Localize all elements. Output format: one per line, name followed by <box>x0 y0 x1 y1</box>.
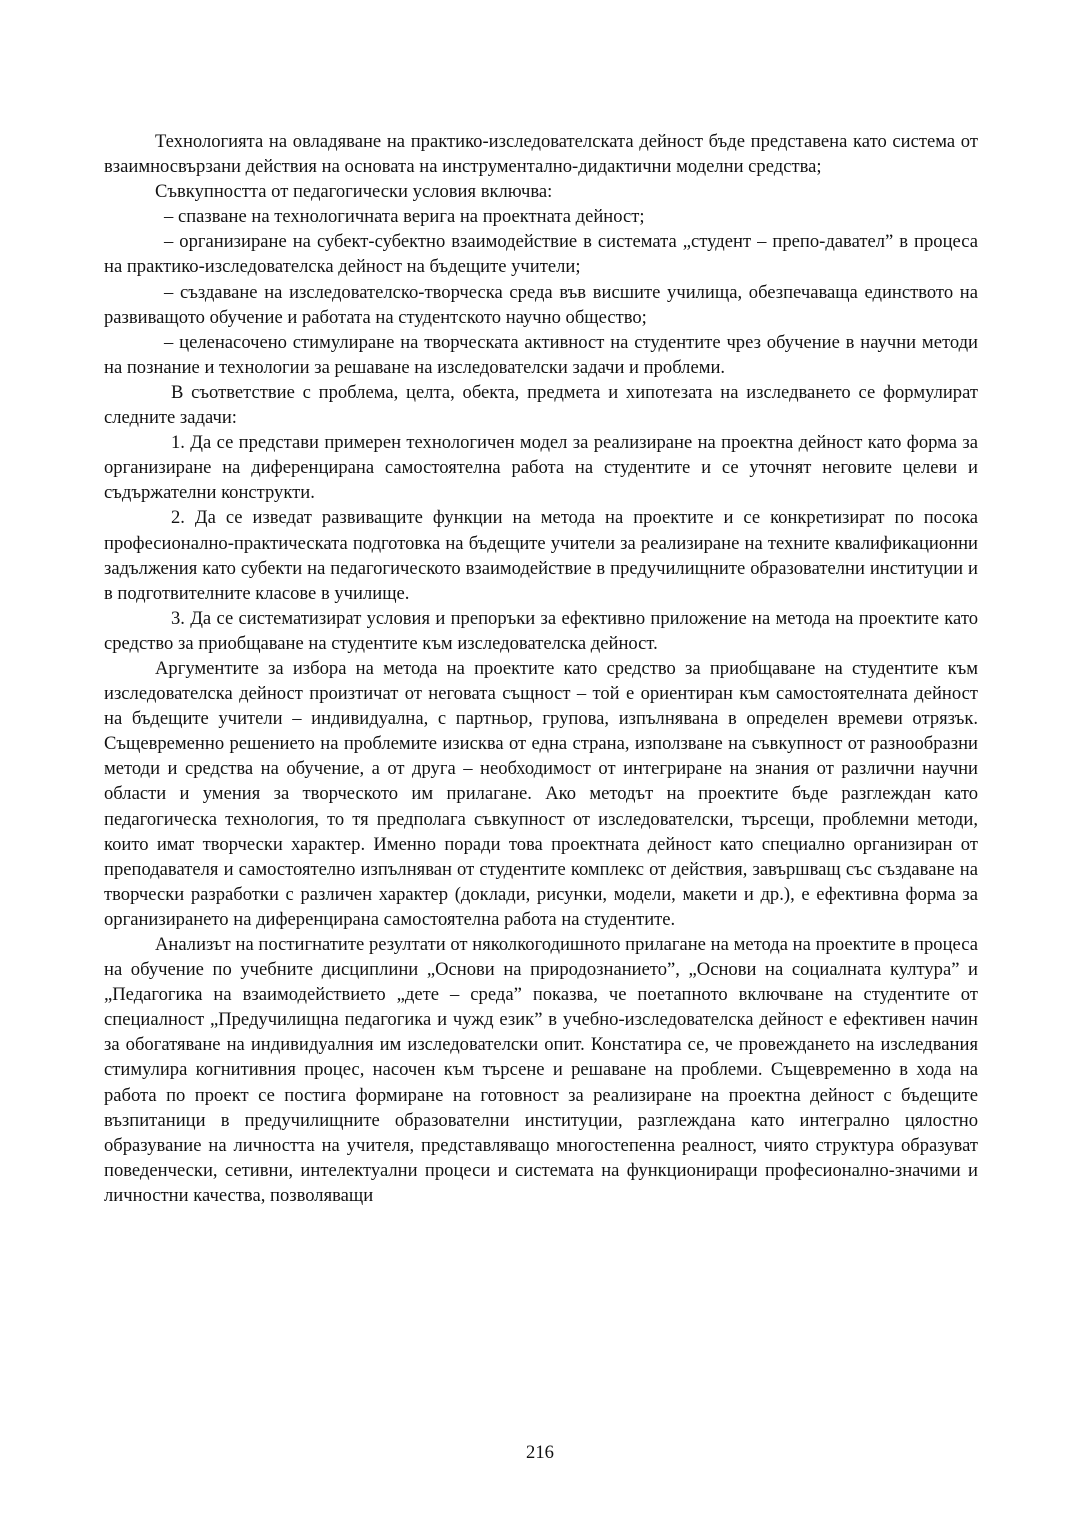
list-item-condition-3: – създаване на изследователско-творческа среда във висшите училища, обезпечаваща единството на развиващото обучение и работата на студентското научно общество; <box>104 281 978 328</box>
document-body <box>104 129 978 1208</box>
list-item-task-1: 1. Да се представи примерен технологичен модел за реализиране на проектна дейност като форма за организиране на диференцирана самостоятелна работа на студентите и се уточнят неговите целеви и съдържателни конструкти. <box>104 432 978 504</box>
list-item-task-2: 2. Да се изведат развиващите функции на метода на проектите и се конкретизират по посока професионално-практическата подготовка на бъдещите учители за реализиране на техните квалификационни задължения като субекти на педагогическото взаимодействие в предучилищните образователни институции и в подготвителните класове в училище. <box>104 507 978 604</box>
paragraph-technology: Технологията на овладяване на практико-изследователската дейност бъде представена като система от взаимносвързани действия на основата на инструментално-дидактични моделни средства; <box>104 131 978 178</box>
list-item-condition-2: – организиране на субект-субектно взаимодействие в системата „студент – препо-давател” в процеса на практико-изследователска дейност на бъдещите учители; <box>104 231 978 278</box>
paragraph-arguments: Аргументите за избора на метода на проектите като средство за приобщаване на студентите към изследователска дейност произтичат от неговата същност – той е ориентиран към самостоятелната дейност на бъдещите учители – индивидуална, с партньор, групова, изпълнявана в определен времеви отрязък. Същевременно решението на проблемите изисква от една страна, използване на съвкупност от разнообразни методи и средства на обучение, а от друга – необходимост от интегриране на знания от различни научни области и умения за творческото им прилагане. Ако методът на проектите бъде разглеждан като педагогическа технология, то тя предполага съвкупност от изследователски, търсещи, проблемни методи, които имат творчески характер. Именно поради това проектната дейност като специално организиран от преподавателя и самостоятелно изпълняван от студентите комплекс от действия, завършващ със създаване на творчески разработки с различен характер (доклади, рисунки, модели, макети и др.), е ефективна форма за организирането на диференцирана самостоятелна работа на студентите. <box>104 657 978 930</box>
paragraph-tasks-intro: В съответствие с проблема, целта, обекта, предмета и хипотезата на изследването се формулират следните задачи: <box>104 381 978 429</box>
list-item-task-3: 3. Да се систематизират условия и препоръки за ефективно приложение на метода на проектите като средство за приобщаване на студентите към изследователска дейност. <box>104 607 978 654</box>
list-item-condition-4: – целенасочено стимулиране на творческата активност на студентите чрез обучение в научни методи на познание и технологии за решаване на изследователски задачи и проблеми. <box>104 331 978 378</box>
list-item-condition-1: – спазване на технологичната верига на проектната дейност; <box>164 206 645 228</box>
paragraph-conditions-intro: Съвкупността от педагогически условия включва: <box>155 181 553 203</box>
page-number: 216 <box>526 1442 554 1463</box>
paragraph-analysis: Анализът на постигнатите резултати от няколкогодишното прилагане на метода на проектите в процеса на обучение по учебните дисциплини „Основи на природознанието”, „Основи на социалната култура” и „Педагогика на взаимодействието „дете – среда” показва, че поетапното включване на студентите от специалност „Предучилищна педагогика и чужд език” в учебно-изследователска дейност е ефективен начин за обогатяване на индивидуалния им изследователски опит. Констатира се, че провеждането на изследвания стимулира когнитивния процес, насочен към търсене и решаване на проблеми. Същевременно в хода на работа по проект се постига формиране на готовност за реализиране на проектна дейност с бъдещите възпитаници в предучилищните образователни институции, разглеждана като интегрално цялостно образувание на личността на учителя, представляващо многостепенна реалност, чиято структура образуват поведенчески, сетивни, интелектуални процеси и системата на функциониращи професионално-значими и личностни качества, позволяващи <box>104 934 978 1206</box>
